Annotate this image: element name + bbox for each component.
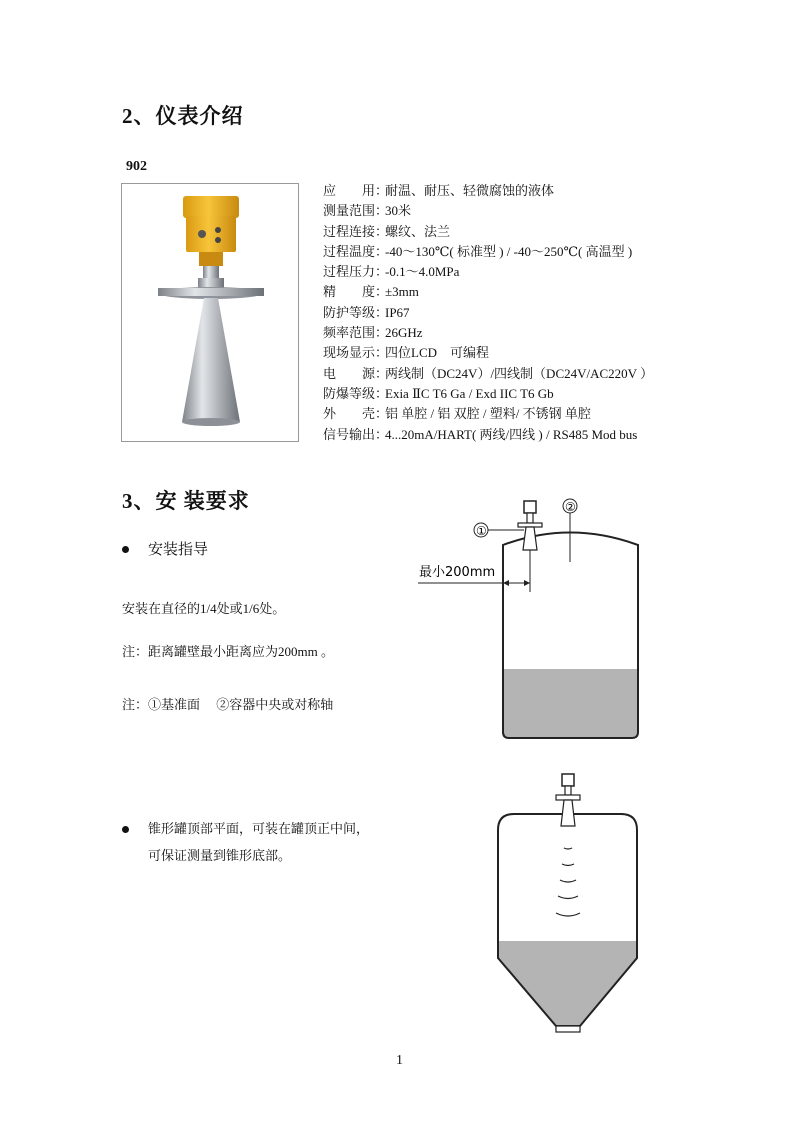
liquid-level bbox=[503, 669, 638, 738]
cone-tank-diagram bbox=[490, 768, 645, 1043]
legend-note: 注：①基准面 ②容器中央或对称轴 bbox=[122, 697, 334, 712]
cone-instrument-antenna bbox=[561, 800, 575, 826]
spec-row-housing: 外 壳：铝 单腔 / 铝 双腔 / 塑料/ 不锈钢 单腔 bbox=[323, 406, 591, 422]
cone-outlet bbox=[556, 1026, 580, 1032]
marker-1: ① bbox=[476, 524, 487, 538]
spec-row-application: 应 用：耐温、耐压、轻微腐蚀的液体 bbox=[323, 183, 555, 198]
install-position-text: 安装在直径的1/4处或1/6处。 bbox=[122, 601, 286, 616]
spec-list bbox=[323, 181, 653, 445]
bullet-cone-tank: 锥形罐顶部平面，可装在罐顶正中间， bbox=[122, 818, 369, 837]
radar-wave-arcs bbox=[556, 848, 580, 916]
spec-row-protection: 防护等级：IP67 bbox=[323, 304, 410, 320]
page-number: 1 bbox=[396, 1053, 403, 1068]
spec-row-accuracy: 精 度：±3mm bbox=[323, 284, 419, 300]
bullet-install-guide: 安装指导 bbox=[122, 538, 208, 559]
radar-level-meter-image bbox=[122, 184, 298, 441]
spec-row-range: 测量范围：30米 bbox=[323, 203, 412, 219]
spec-row-frequency: 频率范围：26GHz bbox=[323, 325, 423, 341]
marker-2: ② bbox=[565, 500, 576, 514]
instrument-antenna bbox=[523, 527, 537, 550]
section-2-title: 2、仪表介绍 bbox=[122, 104, 244, 128]
min-distance-label: 最小200mm bbox=[419, 565, 496, 580]
spec-row-display: 现场显示：四位LCD 可编程 bbox=[323, 345, 490, 361]
bullet-cone-tank-line2: 可保证测量到锥形底部。 bbox=[148, 848, 292, 863]
tank-install-diagram bbox=[400, 492, 650, 747]
spec-row-output: 信号输出：4...20mA/HART( 两线/四线 ) / RS485 Mod bus bbox=[323, 426, 638, 442]
cone-instrument-head bbox=[562, 774, 574, 786]
spec-row-power: 电 源：两线制（DC24V）/四线制（DC24V/AC220V ） bbox=[323, 365, 654, 381]
bullet-dot bbox=[122, 546, 129, 553]
instrument-head bbox=[524, 501, 536, 513]
spec-row-temperature: 过程温度：-40～130℃( 标准型 ) / -40～250℃( 高温型 ) bbox=[323, 243, 633, 259]
spec-row-connection: 过程连接：螺纹、法兰 bbox=[323, 223, 451, 239]
bullet-dot bbox=[122, 826, 129, 833]
min-distance-note: 注：距离罐壁最小距离应为200mm 。 bbox=[122, 644, 334, 659]
section-3-title: 3、安 装要求 bbox=[122, 489, 250, 513]
product-photo bbox=[121, 183, 299, 442]
spec-row-explosion-proof: 防爆等级：Exia ⅡC T6 Ga / Exd IIC T6 Gb bbox=[323, 385, 554, 401]
spec-row-pressure: 过程压力：-0.1～4.0MPa bbox=[323, 264, 460, 280]
model-number: 902 bbox=[126, 159, 147, 174]
